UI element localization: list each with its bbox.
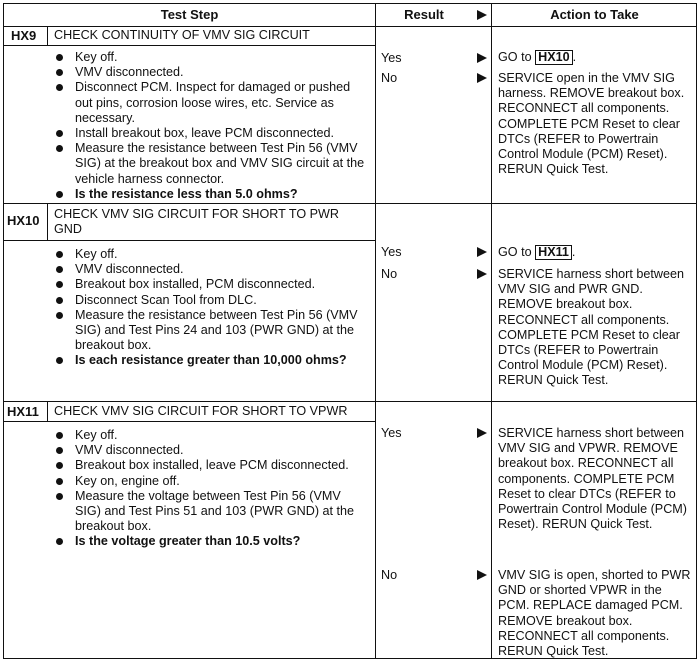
result-label: Yes (381, 245, 402, 259)
arrow-icon (477, 73, 487, 83)
step-item: VMV disconnected. (54, 65, 369, 80)
step-item: Key off. (54, 428, 369, 443)
step-item: Key off. (54, 50, 369, 65)
step-question: Is each resistance greater than 10,000 ohms? (54, 353, 369, 368)
header-test-step: Test Step (160, 7, 219, 22)
result-label: No (381, 71, 398, 85)
header-action: Action to Take (550, 7, 639, 22)
arrow-icon (477, 570, 487, 580)
step-item: Install breakout box, leave PCM disconnected. (54, 126, 369, 141)
goto-link[interactable]: HX10 (535, 50, 573, 65)
step-list (54, 247, 369, 369)
arrow-icon (477, 269, 487, 279)
arrow-icon (477, 428, 487, 438)
step-list (54, 50, 369, 202)
section-title: CHECK VMV SIG CIRCUIT FOR SHORT TO PWR GND (54, 207, 340, 237)
step-item: Key on, engine off. (54, 474, 369, 489)
result-label: No (381, 568, 398, 582)
step-question: Is the resistance less than 5.0 ohms? (54, 187, 369, 202)
diagnostic-table (3, 3, 697, 659)
action-text: GO to HX10 . (498, 50, 577, 64)
arrow-icon (477, 247, 487, 257)
section-title: CHECK VMV SIG CIRCUIT FOR SHORT TO VPWR (54, 404, 348, 418)
step-item: Key off. (54, 247, 369, 262)
section-code: HX11 (7, 404, 39, 419)
step-item: Disconnect Scan Tool from DLC. (54, 293, 369, 308)
result-label: Yes (381, 51, 402, 65)
action-text: VMV SIG is open, shorted to PWR GND or shorted VPWR in the PCM. REPLACE damaged PCM. REMOVE breakout box. RECONNECT all components. RERUN Quick Test. (498, 568, 691, 659)
action-text: SERVICE harness short between VMV SIG and VPWR. REMOVE breakout box. RECONNECT all components. COMPLETE PCM Reset to clear DTCs (REFER to Powertrain Control Module (PCM) Reset). RERUN Quick Test. (498, 426, 687, 532)
action-text: GO to HX11 . (498, 245, 576, 259)
action-text: SERVICE open in the VMV SIG harness. REMOVE breakout box. RECONNECT all components. COMPLETE PCM Reset to clear DTCs (REFER to Powertrain Control Module (PCM) Reset). RERUN Quick Test. (498, 71, 685, 177)
step-item: Disconnect PCM. Inspect for damaged or pushed out pins, corrosion loose wires, etc. Service as necessary. (54, 80, 369, 126)
step-item: Measure the voltage between Test Pin 56 (VMV SIG) and Test Pins 51 and 103 (PWR GND) at the breakout box. (54, 489, 369, 535)
step-item: Measure the resistance between Test Pin 56 (VMV SIG) and Test Pins 24 and 103 (PWR GND) at the breakout box. (54, 308, 369, 354)
arrow-icon (477, 53, 487, 63)
result-label: No (381, 267, 398, 281)
step-question: Is the voltage greater than 10.5 volts? (54, 534, 369, 549)
step-list (54, 428, 369, 550)
step-item: Breakout box installed, leave PCM disconnected. (54, 458, 369, 473)
step-item: VMV disconnected. (54, 262, 369, 277)
section-title: CHECK CONTINUITY OF VMV SIG CIRCUIT (54, 28, 310, 42)
action-text: SERVICE harness short between VMV SIG and PWR GND. REMOVE breakout box. RECONNECT all components. COMPLETE PCM Reset to clear DTCs (REFER to Powertrain Control Module (PCM) Reset). RERUN Quick Test. (498, 267, 684, 388)
result-label: Yes (381, 426, 402, 440)
goto-link[interactable]: HX11 (535, 245, 572, 260)
header-arrow-icon (477, 10, 487, 20)
step-item: VMV disconnected. (54, 443, 369, 458)
section-code: HX9 (11, 28, 37, 43)
section-code: HX10 (7, 213, 40, 228)
step-item: Measure the resistance between Test Pin 56 (VMV SIG) at the breakout box and VMV SIG circuit at the vehicle harness connector. (54, 141, 369, 187)
step-item: Breakout box installed, PCM disconnected. (54, 277, 369, 292)
header-result: Result (404, 7, 444, 22)
